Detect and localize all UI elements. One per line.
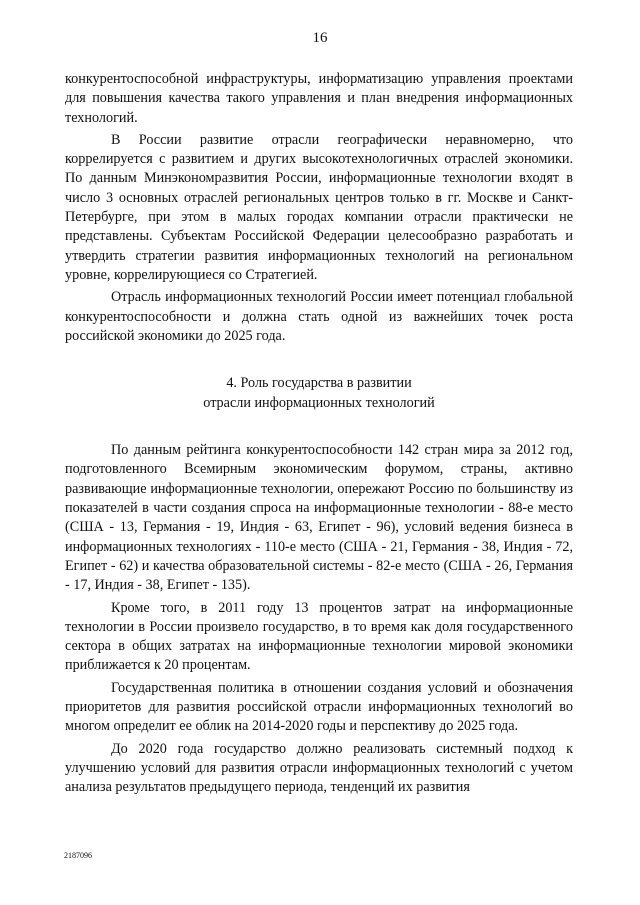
section-heading-line-1: 4. Роль государства в развитии [226, 375, 412, 392]
paragraph-state-policy: Государственная политика в отношении создания условий и обозначения приоритетов для развития российской отрасли информационных технологий во многом определит ее облик на 2014-2020 годы и перспективу до 2025 года. [65, 679, 573, 735]
paragraph-state-spending: Кроме того, в 2011 году 13 процентов затрат на информационные технологии в России произвело государство, в то время как доля государственного сектора в общих затратах на информационные технологии мировой экономики приближается к 20 процентам. [65, 599, 573, 674]
page-number: 16 [312, 30, 328, 46]
paragraph-global-competitiveness: Отрасль информационных технологий России имеет потенциал глобальной конкурентоспособности и должна стать одной из важнейших точек роста российской экономики до 2025 года. [65, 289, 573, 344]
paragraph-system-approach: До 2020 года государство должно реализовать системный подход к улучшению условий для развития отрасли информационных технологий с учетом анализа результатов предыдущего периода, тенденций их развития [65, 740, 573, 796]
paragraph-competitiveness-rating: По данным рейтинга конкурентоспособности 142 стран мира за 2012 год, подготовленного Всемирным экономическим форумом, страны, активно развивающие информационные технологии, опережают Россию по большинству из показателей в части создания спроса на информационные технологии - 88-е место (США - 13, Германия - 19, Индия - 63, Египет - 96), условий ведения бизнеса в информационных технологиях - 110-е место (США - 21, Германия - 38, Индия - 72, Египет - 62) и качества образовательной системы - 82-е место (США - 26, Германия - 17, Индия - 38, Египет - 135). [65, 442, 573, 594]
section-heading [65, 374, 573, 413]
paragraph-continuation: конкурентоспособной инфраструктуры, информатизацию управления проектами для повышения качества такого управления и план внедрения информационных технологий. [65, 71, 573, 126]
section-heading-line-2: отрасли информационных технологий [203, 394, 435, 411]
document-id: 2187096 [64, 851, 92, 860]
document-body [65, 70, 573, 798]
paragraph-regional-development: В России развитие отрасли географически неравномерно, что коррелируется с развитием и других высокотехнологичных отраслей экономики. По данным Минэкономразвития России, информационные технологии входят в число 3 основных отраслей региональных центров только в гг. Москве и Санкт-Петербурге, при этом в малых городах компании отрасли практически не представлены. Субъектам Российской Федерации целесообразно разработать и утвердить стратегии развития информационных технологий на региональном уровне, коррелирующиеся со Стратегией. [65, 131, 573, 283]
